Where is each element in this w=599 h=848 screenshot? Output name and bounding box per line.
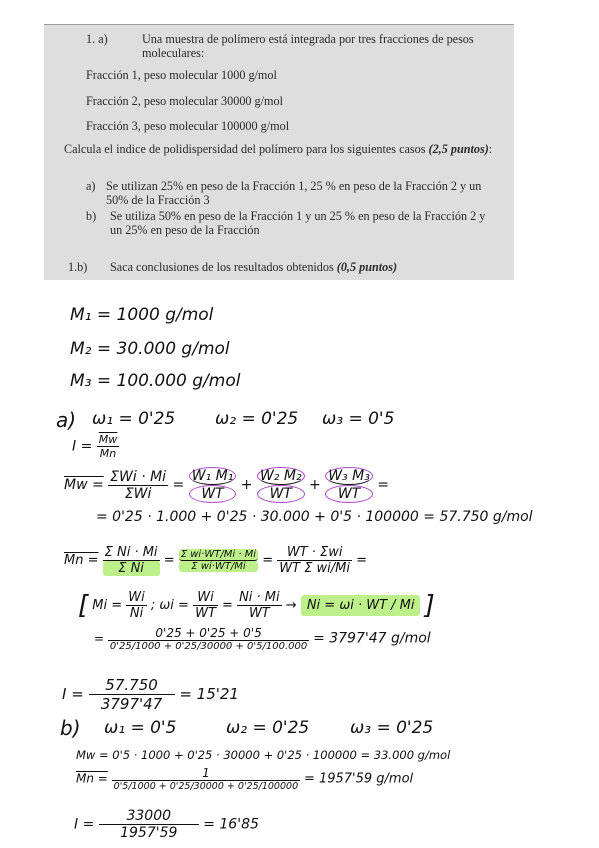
- relations-mi-fraction: [126, 590, 146, 621]
- relations-close-bracket: ]: [424, 590, 435, 621]
- question-1a-text: Una muestra de polímero está integrada por tres fracciones de pesos moleculares:: [142, 32, 474, 60]
- mn-calc-eq: =: [94, 631, 105, 646]
- relations-ni-fraction: [237, 590, 282, 621]
- question-1b: [110, 260, 397, 274]
- mw-den: ΣWi: [124, 485, 152, 502]
- mw-term-2: [257, 467, 305, 503]
- part-b-mn-lhs: Mn =: [76, 771, 108, 786]
- mn-calc-num: 0'25 + 0'25 + 0'5: [108, 626, 309, 641]
- mn-fraction-2: [179, 549, 258, 572]
- question-1b-number: 1.b): [68, 260, 88, 274]
- fraction-1: Fracción 1, peso molecular 1000 g/mol: [86, 68, 277, 82]
- question-1b-text: Saca conclusiones de los resultados obtenidos: [110, 260, 334, 274]
- relations-mi-den: Ni: [129, 606, 144, 621]
- index-result-a: [62, 676, 239, 713]
- mn-calc-result: = 3797'47 g/mol: [313, 630, 431, 647]
- index-result-b: [74, 808, 259, 841]
- part-a-label: a): [56, 408, 77, 432]
- index-b-num: 33000: [99, 808, 199, 825]
- index-b-lhs: I =: [74, 816, 95, 833]
- mw-term-3-num: W₃ M₃: [325, 467, 373, 485]
- part-b-mn: [76, 766, 413, 792]
- part-a-w3: ω₃ = 0'5: [322, 409, 395, 429]
- part-a-w2: ω₂ = 0'25: [215, 409, 299, 429]
- part-b-label: b): [60, 716, 81, 740]
- instruction-end: :: [488, 142, 493, 156]
- mw-term-1-den: WT: [189, 485, 237, 503]
- m2-line: M₂ = 30.000 g/mol: [70, 339, 230, 359]
- mw-lhs: Mw =: [64, 477, 104, 493]
- index-a-fraction: [89, 676, 175, 713]
- relations-eq: =: [222, 598, 233, 613]
- m1-line: M₁ = 1000 g/mol: [70, 305, 214, 325]
- part-b-mn-num: 1: [112, 766, 300, 781]
- mw-term-2-den: WT: [257, 485, 305, 503]
- mw-term-1-num: W₁ M₁: [189, 467, 237, 485]
- mw-plus-2: +: [309, 477, 321, 493]
- part-b-w3: ω₃ = 0'25: [350, 718, 434, 738]
- relations-arrow: →: [285, 598, 297, 613]
- relations-mi: Mi =: [92, 598, 123, 613]
- relations-highlight-ni: Ni = ωi · WT / Mi: [301, 595, 421, 616]
- index-a-den: 3797'47: [100, 695, 163, 713]
- index-a-num: 57.750: [89, 676, 175, 695]
- mn-eq-2: =: [163, 553, 175, 568]
- mw-eq: =: [172, 477, 185, 493]
- mw-term-2-num: W₂ M₂: [257, 467, 305, 485]
- mw-end: =: [377, 477, 390, 493]
- index-definition-lhs: I =: [72, 438, 93, 455]
- mw-definition: [64, 467, 389, 503]
- m3-line: M₃ = 100.000 g/mol: [70, 371, 241, 391]
- mn-num: Σ Ni · Mi: [104, 545, 158, 560]
- mw-calculation: = 0'25 · 1.000 + 0'25 · 30.000 + 0'5 · 100000 = 57.750 g/mol: [96, 509, 533, 525]
- relations: [78, 590, 435, 621]
- part-b-w2: ω₂ = 0'25: [226, 718, 310, 738]
- index-a-result: = 15'21: [179, 685, 239, 703]
- question-1b-points: (0,5 puntos): [336, 260, 398, 274]
- mn-f3-den: WT Σ wi/Mi: [279, 561, 351, 576]
- relations-ni-den: WT: [248, 606, 270, 621]
- index-definition-den: Mn: [99, 447, 117, 460]
- mn-den: Σ Ni: [103, 561, 160, 576]
- fraction-2: Fracción 2, peso molecular 30000 g/mol: [86, 94, 283, 108]
- part-b-mn-den: 0'5/1000 + 0'25/30000 + 0'25/100000: [113, 781, 299, 792]
- mn-eq-4: =: [356, 553, 368, 568]
- mw-term-3: [325, 467, 373, 503]
- relations-mi-num: Wi: [128, 590, 145, 605]
- part-b-mn-fraction: [112, 766, 300, 792]
- fraction-3: Fracción 3, peso molecular 100000 g/mol: [86, 119, 290, 133]
- case-b-label: b): [86, 209, 97, 223]
- relations-ni-num: Ni · Mi: [239, 590, 280, 605]
- case-b-text: Se utiliza 50% en peso de la Fracción 1 y un 25 % en peso de la Fracción 2 y un 25% en peso de la Fracción: [110, 209, 486, 237]
- mn-calculation: [94, 626, 431, 652]
- mn-fraction-1: [103, 545, 160, 576]
- instruction-text: Calcula el indice de polidispersidad del polímero para los siguientes casos: [64, 142, 426, 156]
- mn-f2-den: Σ wi·WT/Mi: [179, 561, 258, 572]
- instruction: [64, 142, 504, 156]
- mw-fraction: [108, 469, 168, 502]
- case-a-text: Se utilizan 25% en peso de la Fracción 1, 25 % en peso de la Fracción 2 y un 50% de la Fracción 3: [106, 179, 482, 207]
- index-definition-num: $\overline{Mw}$: [98, 433, 118, 446]
- mw-plus-1: +: [240, 477, 253, 493]
- part-b-mn-result: = 1957'59 g/mol: [303, 771, 414, 787]
- relations-wi-fraction: [193, 590, 218, 621]
- mn-calc-den: 0'25/1000 + 0'25/30000 + 0'5/100.000: [109, 641, 308, 652]
- mn-lhs: Mn =: [64, 553, 99, 568]
- mn-calc-fraction: [108, 626, 309, 652]
- part-b-mw: Mw = 0'5 · 1000 + 0'25 · 30000 + 0'25 · 100000 = 33.000 g/mol: [76, 748, 451, 762]
- index-b-den: 1957'59: [120, 825, 178, 841]
- printed-exam-question: [44, 24, 514, 280]
- index-b-result: = 16'85: [203, 816, 259, 833]
- mw-term-1: [189, 467, 237, 503]
- mn-definition: [64, 545, 367, 576]
- index-definition-fraction: [97, 433, 120, 460]
- part-b-w1: ω₁ = 0'5: [104, 718, 177, 738]
- relations-open-bracket: [: [78, 590, 89, 621]
- relations-wi-num: Wi: [193, 590, 218, 606]
- mn-f2-num: Σ wi·WT/Mi · Mi: [180, 549, 257, 560]
- mn-fraction-3: [277, 545, 352, 576]
- relations-wi-den: WT: [195, 606, 216, 621]
- index-definition: [72, 433, 119, 460]
- question-1a-number: 1. a): [86, 32, 108, 46]
- relations-wi: ; ωi =: [150, 598, 189, 613]
- case-a-label: a): [86, 179, 96, 193]
- index-a-lhs: I =: [62, 685, 84, 703]
- index-b-fraction: [99, 808, 199, 841]
- mw-term-3-den: WT: [325, 485, 373, 503]
- mn-eq-3: =: [262, 553, 274, 568]
- mw-num: ΣWi · Mi: [110, 468, 167, 485]
- instruction-points: (2,5 puntos): [428, 142, 489, 156]
- mn-f3-num: WT · Σwi: [277, 545, 352, 561]
- part-a-w1: ω₁ = 0'25: [92, 409, 176, 429]
- top-rule: [44, 24, 514, 25]
